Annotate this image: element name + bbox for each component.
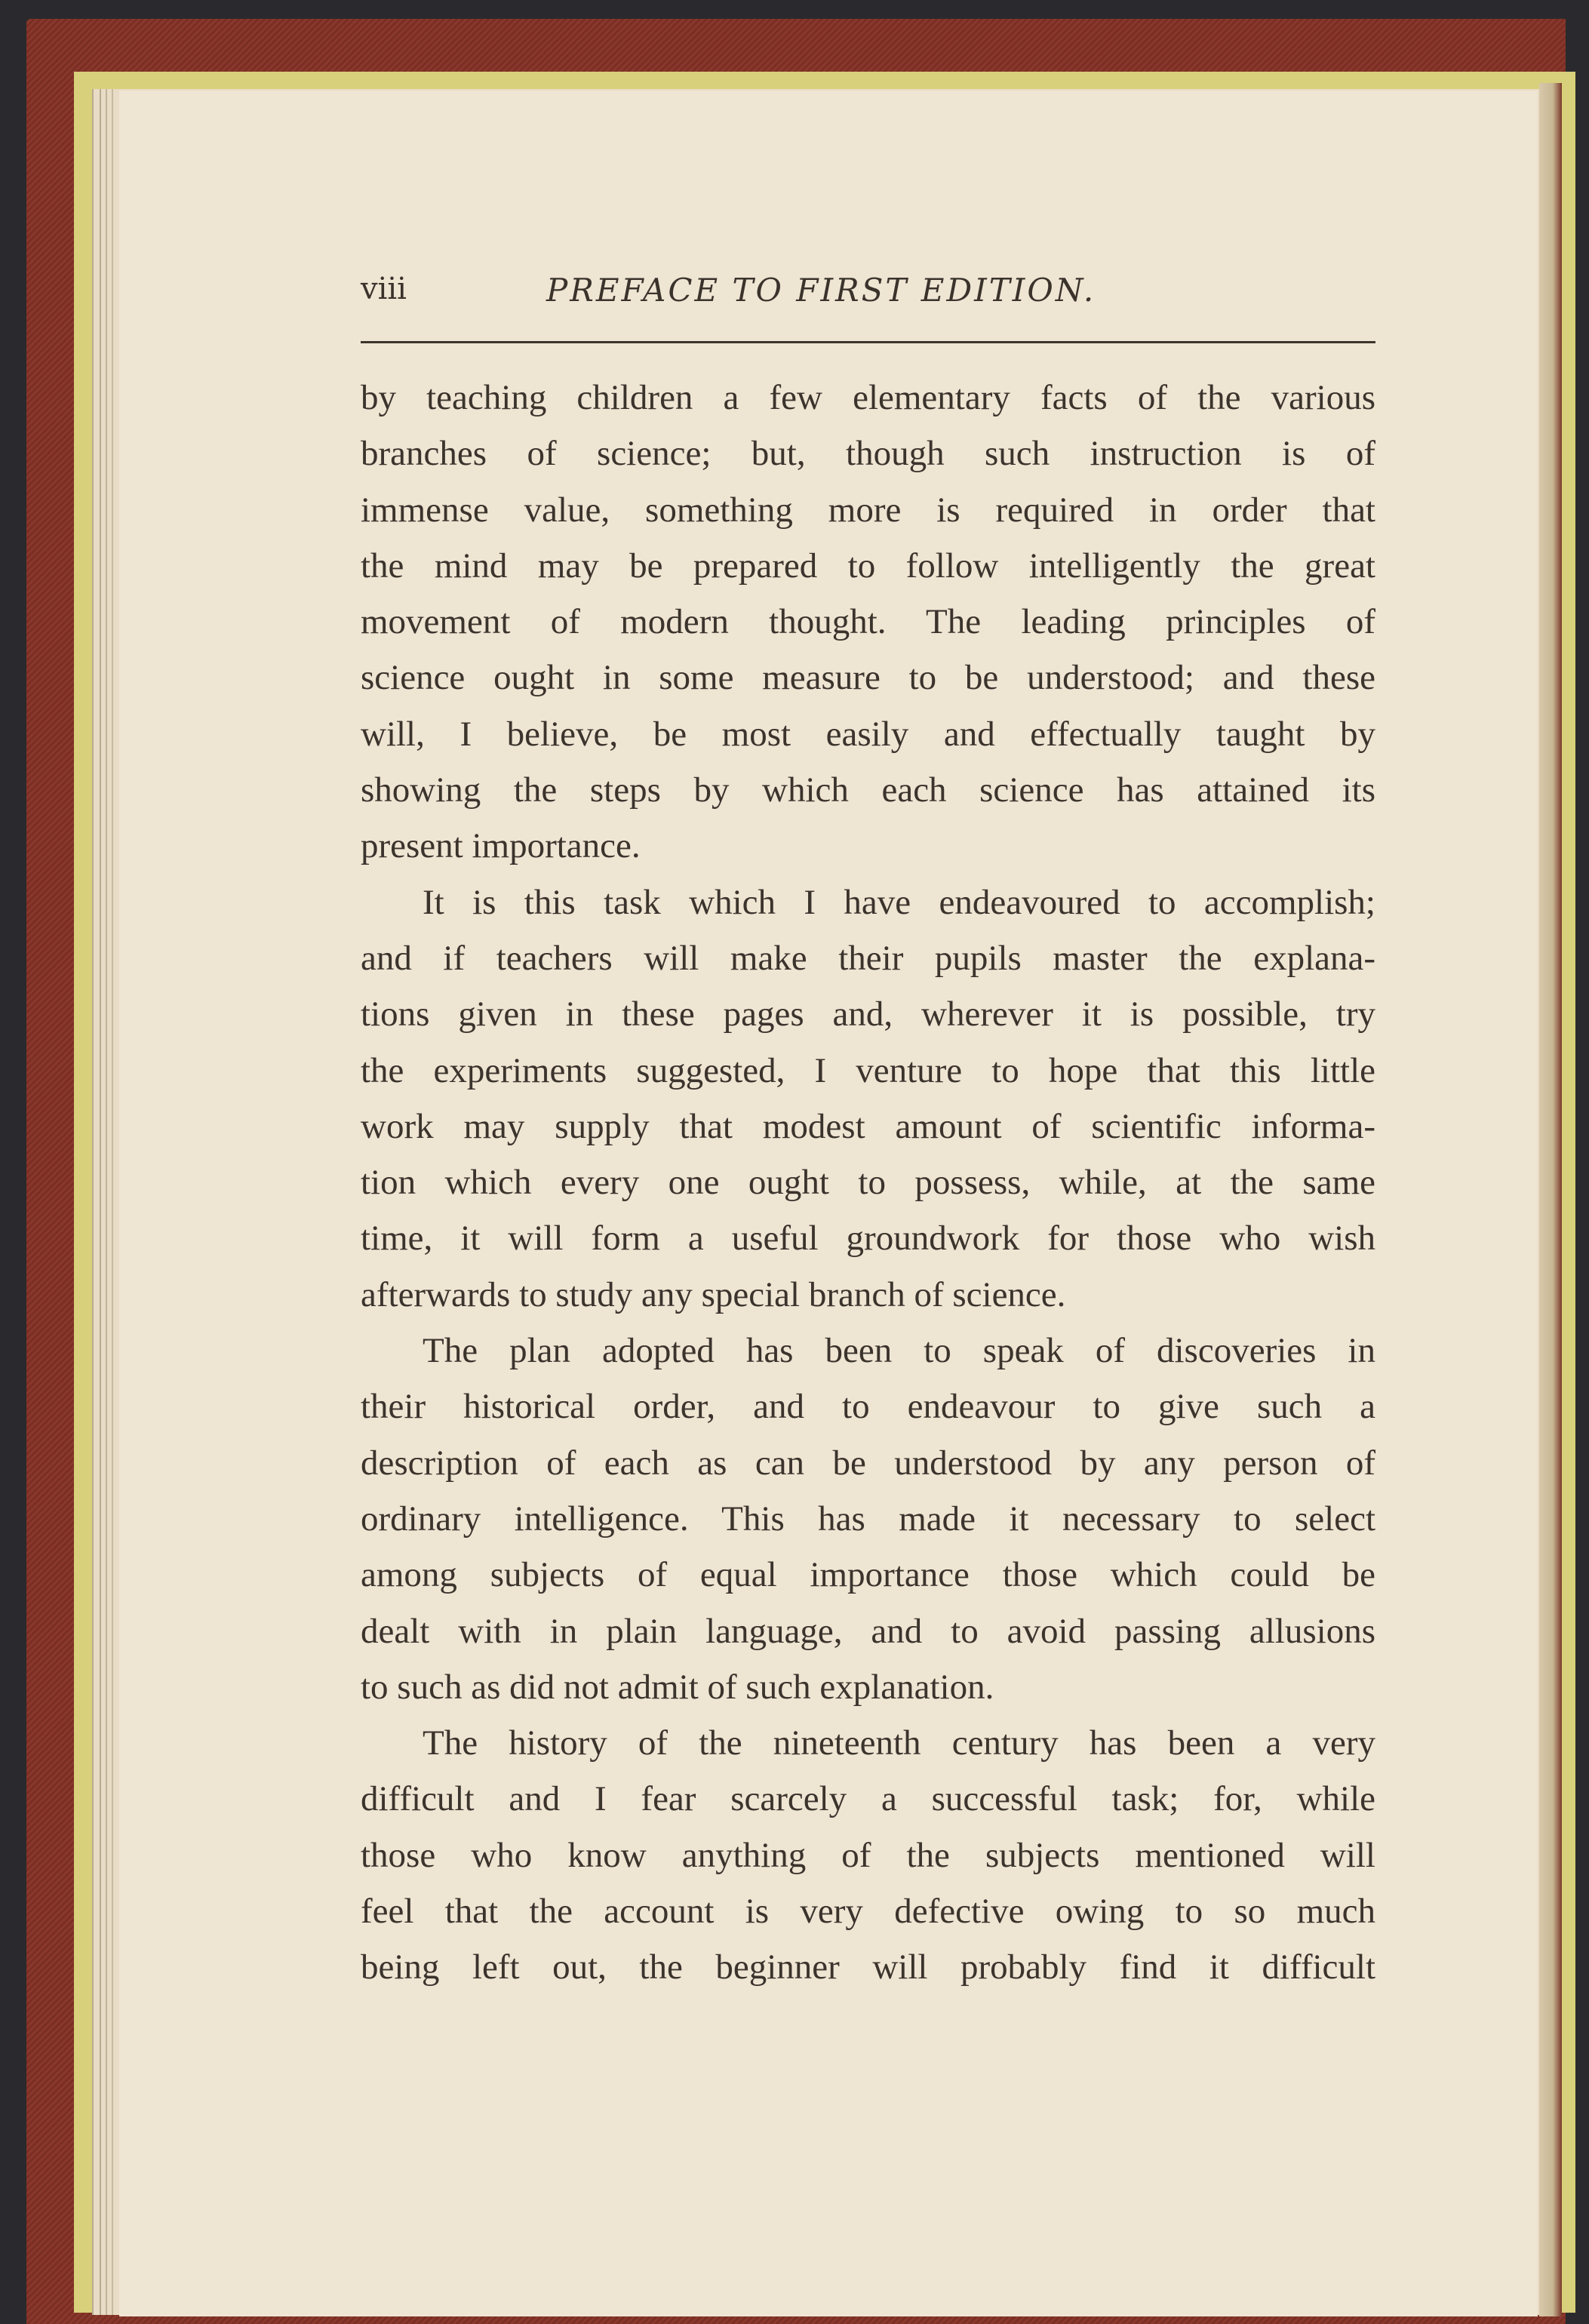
text-line: dealt with in plain language, and to avoid passing allusions [361,1611,1375,1651]
text-line: ordinary intelligence. This has made it necessary to select [361,1499,1375,1539]
text-line: description of each as can be understood by any person of [361,1443,1375,1483]
text-line: It is this task which I have endeavoured to accomplish; [423,882,1375,922]
text-line: time, it will form a useful groundwork for those who wish [361,1219,1375,1259]
text-line: and if teachers will make their pupils master the explana- [361,938,1375,978]
text-line: science ought in some measure to be understood; and these [361,658,1375,698]
text-line: being left out, the beginner will probably find it difficult [361,1947,1375,1987]
text-line: present importance. [361,826,641,866]
text-line: afterwards to study any special branch of science. [361,1274,1066,1314]
text-line: will, I believe, be most easily and effectually taught by [361,714,1375,754]
text-line: showing the steps by which each science has attained its [361,770,1375,810]
running-header [361,272,1372,317]
text-line: their historical order, and to endeavour to give such a [361,1387,1375,1427]
right-page-edge [1539,83,1562,2316]
text-line: work may supply that modest amount of scientific informa- [361,1106,1375,1146]
text-line: The history of the nineteenth century has been a very [423,1723,1375,1763]
text-line: to such as did not admit of such explanation. [361,1667,994,1707]
text-line: feel that the account is very defective owing to so much [361,1892,1375,1932]
text-line: those who know anything of the subjects mentioned will [361,1835,1375,1875]
paragraph [361,370,1375,875]
body-text [361,370,1375,1996]
running-title: PREFACE TO FIRST EDITION. [546,272,1096,309]
text-line: immense value, something more is required in order that [361,490,1375,530]
text-line: The plan adopted has been to speak of discoveries in [423,1331,1375,1371]
text-line: movement of modern thought. The leading principles of [361,602,1375,642]
page-number: viii [361,272,407,306]
paragraph [361,1715,1375,1995]
text-line: the mind may be prepared to follow intelligently the great [361,546,1375,586]
header-rule [361,341,1375,343]
paragraph [361,1323,1375,1715]
text-line: difficult and I fear scarcely a successful task; for, while [361,1779,1375,1819]
text-line: tion which every one ought to possess, while, at the same [361,1163,1375,1203]
text-line: tions given in these pages and, wherever it is possible, try [361,994,1375,1034]
text-line: among subjects of equal importance those which could be [361,1555,1375,1595]
text-line: the experiments suggested, I venture to hope that this little [361,1050,1375,1090]
text-line: by teaching children a few elementary facts of the various [361,378,1375,417]
paragraph [361,875,1375,1323]
text-line: branches of science; but, though such instruction is of [361,434,1375,474]
